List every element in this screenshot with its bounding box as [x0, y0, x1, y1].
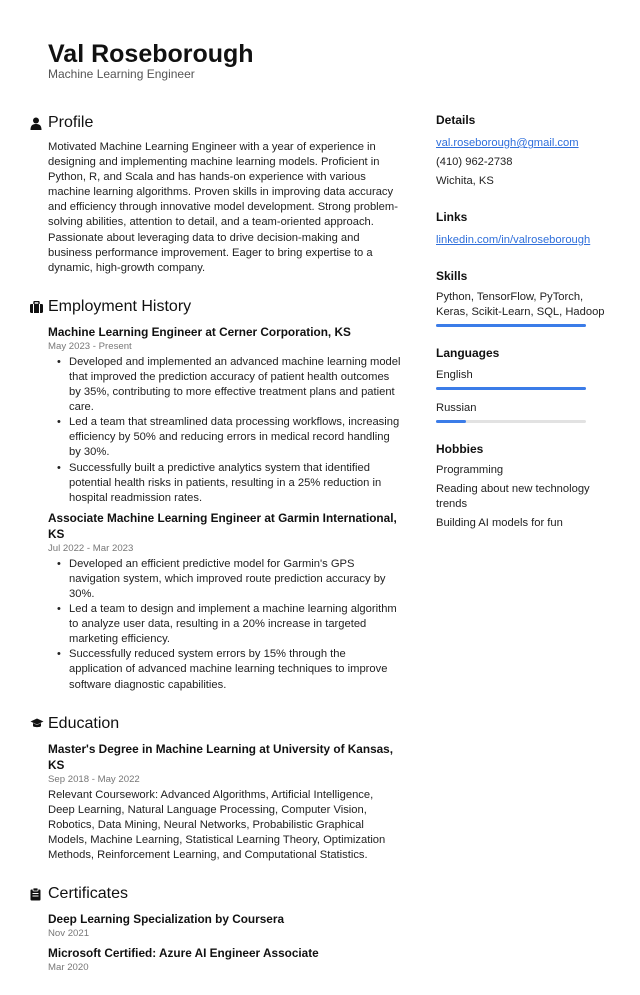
certificate-date: Nov 2021 [48, 928, 90, 940]
links-heading: Links [436, 210, 468, 224]
language-level-bar [436, 387, 586, 390]
language-name: English [436, 369, 473, 381]
language-item [436, 400, 611, 423]
profile-section [30, 112, 402, 276]
certificates-heading: Certificates [48, 885, 129, 903]
certificate-icon [30, 887, 48, 901]
job-bullet: • Successfully reduced system errors by 15% through the application of advanced machine learning techniques to improve software diagnostic capabilities. [69, 647, 402, 692]
employment-section [30, 296, 402, 693]
email-link[interactable]: val.roseborough@gmail.com [436, 137, 579, 149]
graduation-cap-icon [30, 717, 48, 731]
job-title: Machine Learning Engineer at Cerner Corporation, KS [48, 324, 351, 339]
job-bullet: • Developed an efficient predictive model for Garmin's GPS navigation system, which improved route prediction accuracy by 30%. [69, 557, 402, 602]
profile-header [30, 112, 402, 134]
skills-text: Python, TensorFlow, PyTorch, Keras, Scikit-Learn, SQL, Hadoop [436, 291, 605, 318]
jobs-list [30, 324, 402, 693]
details-section [436, 112, 611, 191]
job-dates: May 2023 - Present [48, 340, 132, 352]
language-level-fill [436, 420, 466, 423]
job-bullets [48, 355, 402, 506]
hobbies-section [436, 441, 611, 531]
person-icon [30, 116, 48, 130]
profile-text: Motivated Machine Learning Engineer with a year of experience in designing and implementing machine learning models. Proficient in Python, R, and Scala and has hands-on experience with various machine learning algorithms. Proven skills in improving data accuracy and efficiency through innovative model development. Strong problem-solving abilities, attention to detail, and a team-oriented approach. Passionate about leveraging data to drive decision-making and business performance improvement. Eager to bring expertise to a dynamic, high-growth company. [48, 141, 398, 274]
job-bullet: • Led a team to design and implement a machine learning algorithm to analyze user data, resulting in a 20% increase in targeted marketing efficiency. [69, 602, 402, 647]
certificate-name: Microsoft Certified: Azure AI Engineer Associate [48, 946, 319, 961]
certificates-header [30, 883, 402, 905]
languages-section [436, 345, 611, 423]
skill-level-fill [436, 324, 586, 327]
job-dates: Jul 2022 - Mar 2023 [48, 542, 134, 554]
profile-heading: Profile [48, 114, 94, 131]
language-item [436, 367, 611, 390]
coursework-text: Relevant Coursework: Advanced Algorithms, Artificial Intelligence, Deep Learning, Natural Language Processing, Computer Vision, Robotics, Data Mining, Neural Networks, Probabilistic Graphical Models, Machine Learning, Statistical Learning Theory, Optimization Methods, Reinforcement Learning, and Computational Statistics. [48, 788, 386, 861]
candidate-name: Val Roseborough [48, 40, 254, 68]
skill-level-bar [436, 324, 586, 327]
links-section [436, 209, 611, 250]
hobby-item: Building AI models for fun [436, 517, 563, 529]
location: Wichita, KS [436, 175, 494, 187]
candidate-title: Machine Learning Engineer [48, 67, 195, 81]
language-name: Russian [436, 402, 477, 414]
language-level-bar [436, 420, 586, 423]
job-entry [48, 510, 402, 693]
job-bullet: • Successfully built a predictive analytics system that identified potential health risks in patients, resulting in a 25% reduction in hospital readmission rates. [69, 461, 402, 506]
hobby-item: Programming [436, 464, 504, 476]
details-heading: Details [436, 113, 476, 127]
education-header [30, 713, 402, 735]
hobbies-heading: Hobbies [436, 442, 484, 456]
main-column [30, 112, 402, 995]
education-section [30, 713, 402, 863]
education-entry [30, 741, 402, 863]
linkedin-link[interactable]: linkedin.com/in/valroseborough [436, 234, 591, 246]
skills-heading: Skills [436, 269, 468, 283]
briefcase-icon [30, 300, 48, 314]
side-column [436, 112, 611, 549]
job-bullet: • Led a team that streamlined data processing workflows, increasing efficiency by 50% and reducing errors in medical record handling by 30%. [69, 415, 402, 460]
employment-header [30, 296, 402, 318]
certificates-list [30, 911, 402, 975]
phone-number: (410) 962-2738 [436, 156, 513, 168]
languages-heading: Languages [436, 346, 500, 360]
certificate-date: Mar 2020 [48, 962, 89, 974]
degree-title: Master's Degree in Machine Learning at University of Kansas, KS [48, 741, 394, 772]
job-entry [48, 324, 402, 506]
employment-heading: Employment History [48, 297, 192, 315]
job-bullets [48, 557, 402, 693]
certificates-section [30, 883, 402, 975]
job-bullet: • Developed and implemented an advanced machine learning model that improved the prediction accuracy of patient health outcomes by 35%, contributing to more effective treatment plans and patient care. [69, 355, 402, 415]
hobby-item: Reading about new technology trends [436, 483, 590, 510]
skills-section [436, 268, 611, 327]
language-level-fill [436, 387, 586, 390]
education-heading: Education [48, 714, 120, 732]
job-title: Associate Machine Learning Engineer at Garmin International, KS [48, 510, 397, 541]
degree-dates: Sep 2018 - May 2022 [48, 773, 140, 785]
certificate-name: Deep Learning Specialization by Coursera [48, 912, 285, 927]
